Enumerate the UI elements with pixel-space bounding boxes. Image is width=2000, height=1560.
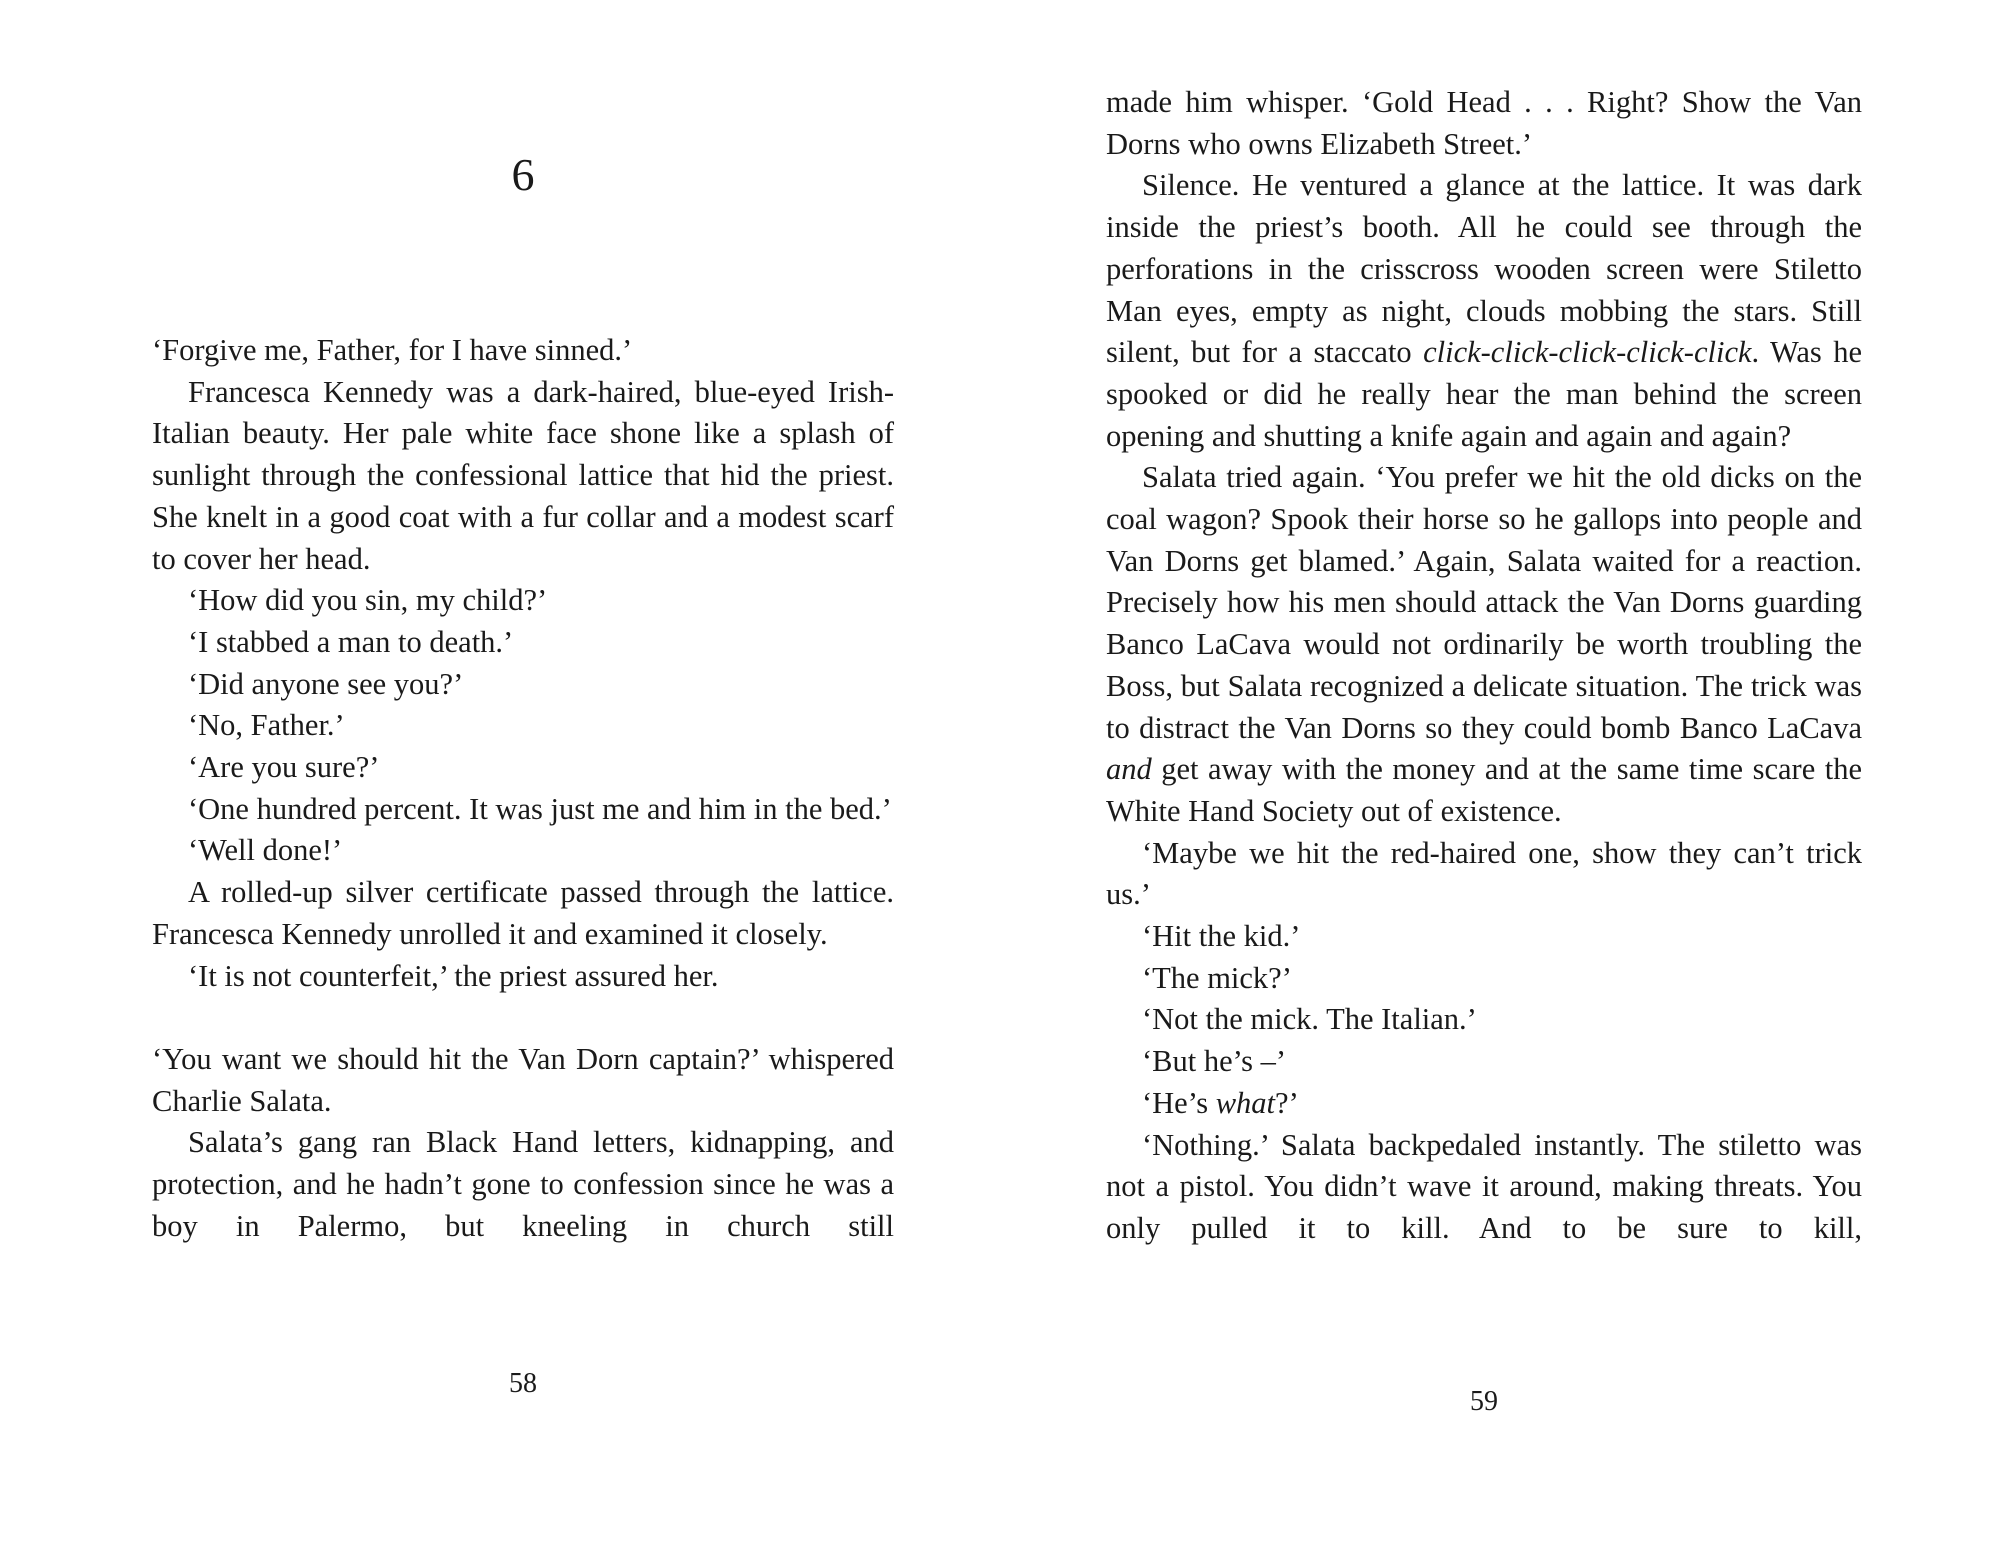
left-page-text <box>152 330 894 1247</box>
text-run: Silence. He ventured a glance at the lattice. It was dark inside the priest’s booth. All he could see through the perforations in the crisscross wooden screen were Stiletto Man eyes, empty as night, clouds mobbing the stars. Still silent, but for a staccato <box>1106 168 1862 370</box>
paragraph: ‘Forgive me, Father, for I have sinned.’ <box>152 333 633 367</box>
page-number: 58 <box>509 1368 537 1399</box>
left-page <box>152 0 894 1560</box>
text-run: Salata tried again. ‘You prefer we hit the old dicks on the coal wagon? Spook their horse so he gallops into people and Van Dorns get blamed.’ Again, Salata waited for a reaction. Precisely how his men should attack the Van Dorns guarding Banco LaCava would not ordinarily be worth troubling the Boss, but Salata recognized a delicate situation. The trick was to distract the Van Dorns so they could bomb Banco LaCava <box>1106 460 1862 745</box>
paragraph: ‘I stabbed a man to death.’ <box>188 624 514 659</box>
paragraph: ‘You want we should hit the Van Dorn captain?’ whispered Charlie Salata. <box>152 1041 894 1118</box>
paragraph: made him whisper. ‘Gold Head . . . Right? Show the Van Dorns who owns Elizabeth Street.’ <box>1106 85 1862 161</box>
paragraph: ‘Nothing.’ Salata backpedaled instantly. The stiletto was not a pistol. You didn’t wave it around, making threats. You only pulled it to kill. And to be sure to kill, <box>1106 1127 1862 1245</box>
text-run: get away with the money and at the same time scare the White Hand Society out of existence. <box>1106 752 1862 828</box>
paragraph: A rolled-up silver certificate passed through the lattice. Francesca Kennedy unrolled it and examined it closely. <box>152 875 894 951</box>
emphasis: click-click-click-click-click <box>1423 335 1752 370</box>
paragraph: ‘Well done!’ <box>188 833 343 868</box>
page-number: 59 <box>1470 1386 1498 1417</box>
paragraph: ‘Are you sure?’ <box>188 750 380 785</box>
paragraph: ‘One hundred percent. It was just me and him in the bed.’ <box>188 791 892 826</box>
right-page-text <box>1106 82 1862 1250</box>
text-run: ?’ <box>1275 1085 1299 1120</box>
text-run: . Was he spooked or did he really hear the man behind the screen opening and shutting a knife again and again and again? <box>1106 335 1862 453</box>
paragraph: ‘But he’s –’ <box>1142 1044 1287 1079</box>
emphasis: what <box>1215 1085 1276 1120</box>
right-page <box>1106 0 1862 1560</box>
paragraph: Salata’s gang ran Black Hand letters, kidnapping, and protection, and he hadn’t gone to confession since he was a boy in Palermo, but kneeling in church still <box>152 1125 894 1243</box>
paragraph: ‘How did you sin, my child?’ <box>188 583 548 618</box>
paragraph <box>1106 1083 1862 1125</box>
paragraph <box>1106 457 1862 832</box>
emphasis: and <box>1106 752 1152 787</box>
paragraph <box>1106 165 1862 457</box>
paragraph: Francesca Kennedy was a dark-haired, blue-eyed Irish-Italian beauty. Her pale white face shone like a splash of sunlight through the confessional lattice that hid the priest. She knelt in a good coat with a fur collar and a modest scarf to cover her head. <box>152 374 894 576</box>
paragraph: ‘Not the mick. The Italian.’ <box>1142 1002 1477 1037</box>
paragraph: ‘Maybe we hit the red-haired one, show they can’t trick us.’ <box>1106 835 1862 912</box>
paragraph: ‘The mick?’ <box>1142 960 1292 995</box>
paragraph: ‘It is not counterfeit,’ the priest assured her. <box>188 958 719 993</box>
chapter-number: 6 <box>511 149 535 200</box>
paragraph: ‘Did anyone see you?’ <box>188 666 464 701</box>
text-run: ‘He’s <box>1142 1085 1216 1120</box>
paragraph: ‘Hit the kid.’ <box>1142 919 1301 954</box>
paragraph: ‘No, Father.’ <box>188 708 345 743</box>
